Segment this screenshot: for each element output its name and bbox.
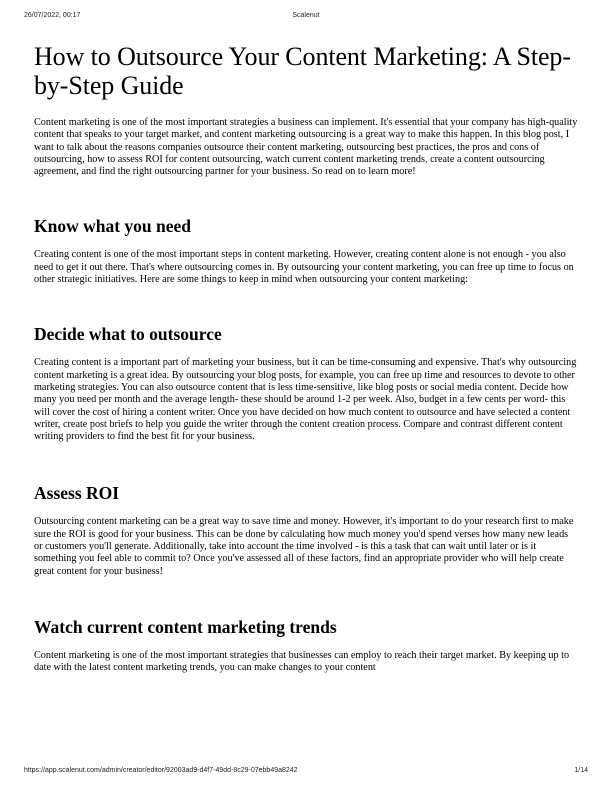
article-intro: Content marketing is one of the most important strategies a business can implement. It's essential that your company has high-quality content that speaks to your target market, and content marketing outsourcing is a great way to make this happen. In this blog post, I want to talk about the reasons companies outsource their content marketing, outsourcing best practices, the pros and cons of outsourcing, how to assess ROI for content outsourcing, watch current content marketing trends, create a content outsourcing agreement, and find the right outsourcing partner for your business. So read on to learn more! [34, 117, 578, 178]
section-heading-know-what-you-need: Know what you need [34, 216, 192, 237]
print-timestamp: 26/07/2022, 00:17 [24, 12, 81, 19]
section-body-assess-roi: Outsourcing content marketing can be a great way to save time and money. However, it's important to do your research first to make sure the ROI is good for your business. This can be done by calculating how much money you'd spend verses how many new leads or customers you'll generate. Additionally, take into account the time involved - is this a task that can wait until later or is it something you feel able to commit to? Once you've assessed all of these factors, find an appropriate provider who will help create great content for your business! [34, 516, 574, 577]
section-body-know-what-you-need: Creating content is one of the most important steps in content marketing. However, creating content alone is not enough - you also need to get it out there. That's where outsourcing comes in. By outsourcing your content marketing, you can free up time to focus on other strategic initiatives. Here are some things to keep in mind when outsourcing your content marketing: [34, 249, 574, 286]
section-heading-assess-roi: Assess ROI [34, 483, 120, 504]
print-page-number: 1/14 [574, 767, 588, 774]
print-site-title: Scalenut [292, 12, 320, 19]
section-heading-content-marketing-trends: Watch current content marketing trends [34, 616, 337, 637]
article [34, 42, 578, 675]
section-body-content-marketing-trends: Content marketing is one of the most important strategies that businesses can employ to reach their target market. By keeping up to date with the latest content marketing trends, you can make changes to your content [34, 649, 570, 674]
print-url: https://app.scalenut.com/admin/creator/editor/92003ad9-d4f7-49dd-8c29-07ebb49a8242 [24, 767, 298, 774]
section-body-decide-what-to-outsource: Creating content is a important part of marketing your business, but it can be time-consuming and expensive. That's why outsourcing content marketing is a great idea. By outsourcing your blog posts, for example, you can free up time and resources to devote to other marketing strategies. You can also outsource content that is less time-sensitive, like blog posts or social media content. Decide how many you need per month and the average length- these should be around 1-2 per week. Also, budget in a few cents per word- this will cover the cost of hiring a content writer. Once you have decided on how much content to outsource and have selected a content writer, create post briefs to help you guide the writer through the content creation process. Compare and contrast different content writing providers to find the best fit for your business. [34, 357, 577, 443]
section-heading-decide-what-to-outsource: Decide what to outsource [34, 324, 222, 345]
article-title: How to Outsource Your Content Marketing: A Step-by-Step Guide [34, 42, 571, 100]
